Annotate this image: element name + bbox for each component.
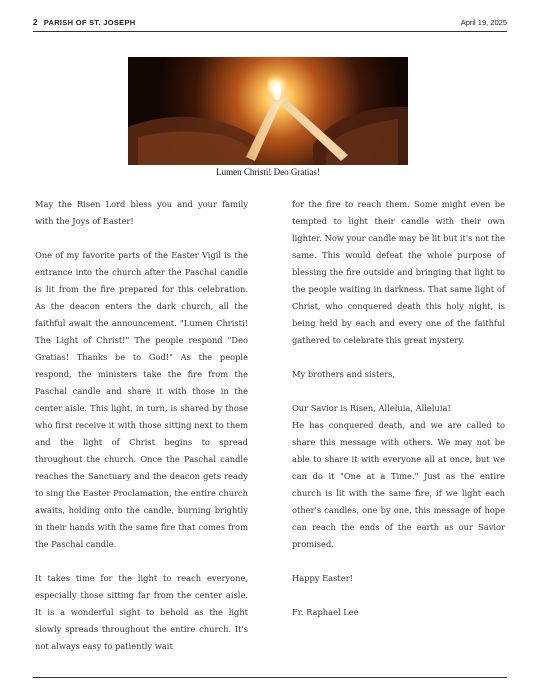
paragraph: He has conquered death, and we are called to share this message with others. We may not be able to share it with everyone all at once, but we can do it "One at a Time." Just as the entire church is lit with the same fire, if we light each other's candles, one by one, this message of hope can reach the ends of the earth as our Savior promised. [292,420,505,549]
paragraph: Our Savior is Risen, Alleluia, Alleluia! [292,403,451,413]
paragraph: One of my favorite parts of the Easter Vigil is the entrance into the church after the Paschal candle is lit from the fire prepared for this celebration. As the deacon enters the dark church, all the faithful await the announcement. "Lumen Christi! The Light of Christ!" The people respond "Deo Gratias! Thanks be to God!" As the people respond, the ministers take the fire from the Paschal candle and share it with those in the center aisle. This light, in turn, is shared by those who first receive it with those sitting next to them and the light of Christ begins to spread throughout the church. Once the Paschal candle reaches the Sanctuary and the deacon gets ready to sing the Easter Proclamation, the entire church awaits, holding onto the candle, burning brightly in their hands with the same fire that comes from the Paschal candle. [35,250,248,549]
flame-core [273,82,281,100]
publication-name: PARISH OF ST. JOSEPH [43,18,136,27]
signature: Fr. Raphael Lee [292,607,359,617]
paragraph: Happy Easter! [292,573,353,583]
paragraph: My brothers and sisters, [292,369,396,379]
paragraph: May the Risen Lord bless you and your family with the Joys of Easter! [35,199,248,226]
page-number: 2 [33,18,38,27]
paragraph: for the fire to reach them. Some might even be tempted to light their candle with their own lighter. Now your candle may be lit but it's not the same. This would defeat the whole purpose of blessing the fire outside and bringing that light to the people waiting in darkness. That same light of Christ, who conquered death this holy night, is being held by each and every one of the faithful gathered to celebrate this great mystery. [292,199,505,345]
page-header [33,15,507,31]
candle-illustration [128,57,408,165]
candle-photo [128,57,408,165]
footer-rule [33,677,507,678]
issue-date: April 19, 2025 [460,18,507,27]
header-rule [33,31,507,32]
paragraph: It takes time for the light to reach everyone, especially those sitting far from the center aisle. It is a wonderful sight to behold as the light slowly spreads throughout the entire church. It's not always easy to patiently wait [35,573,248,651]
header-left [33,18,135,27]
photo-caption: Lumen Christi! Deo Gratias! [216,167,320,177]
article-right-column [292,196,505,638]
article-left-column [35,196,248,672]
